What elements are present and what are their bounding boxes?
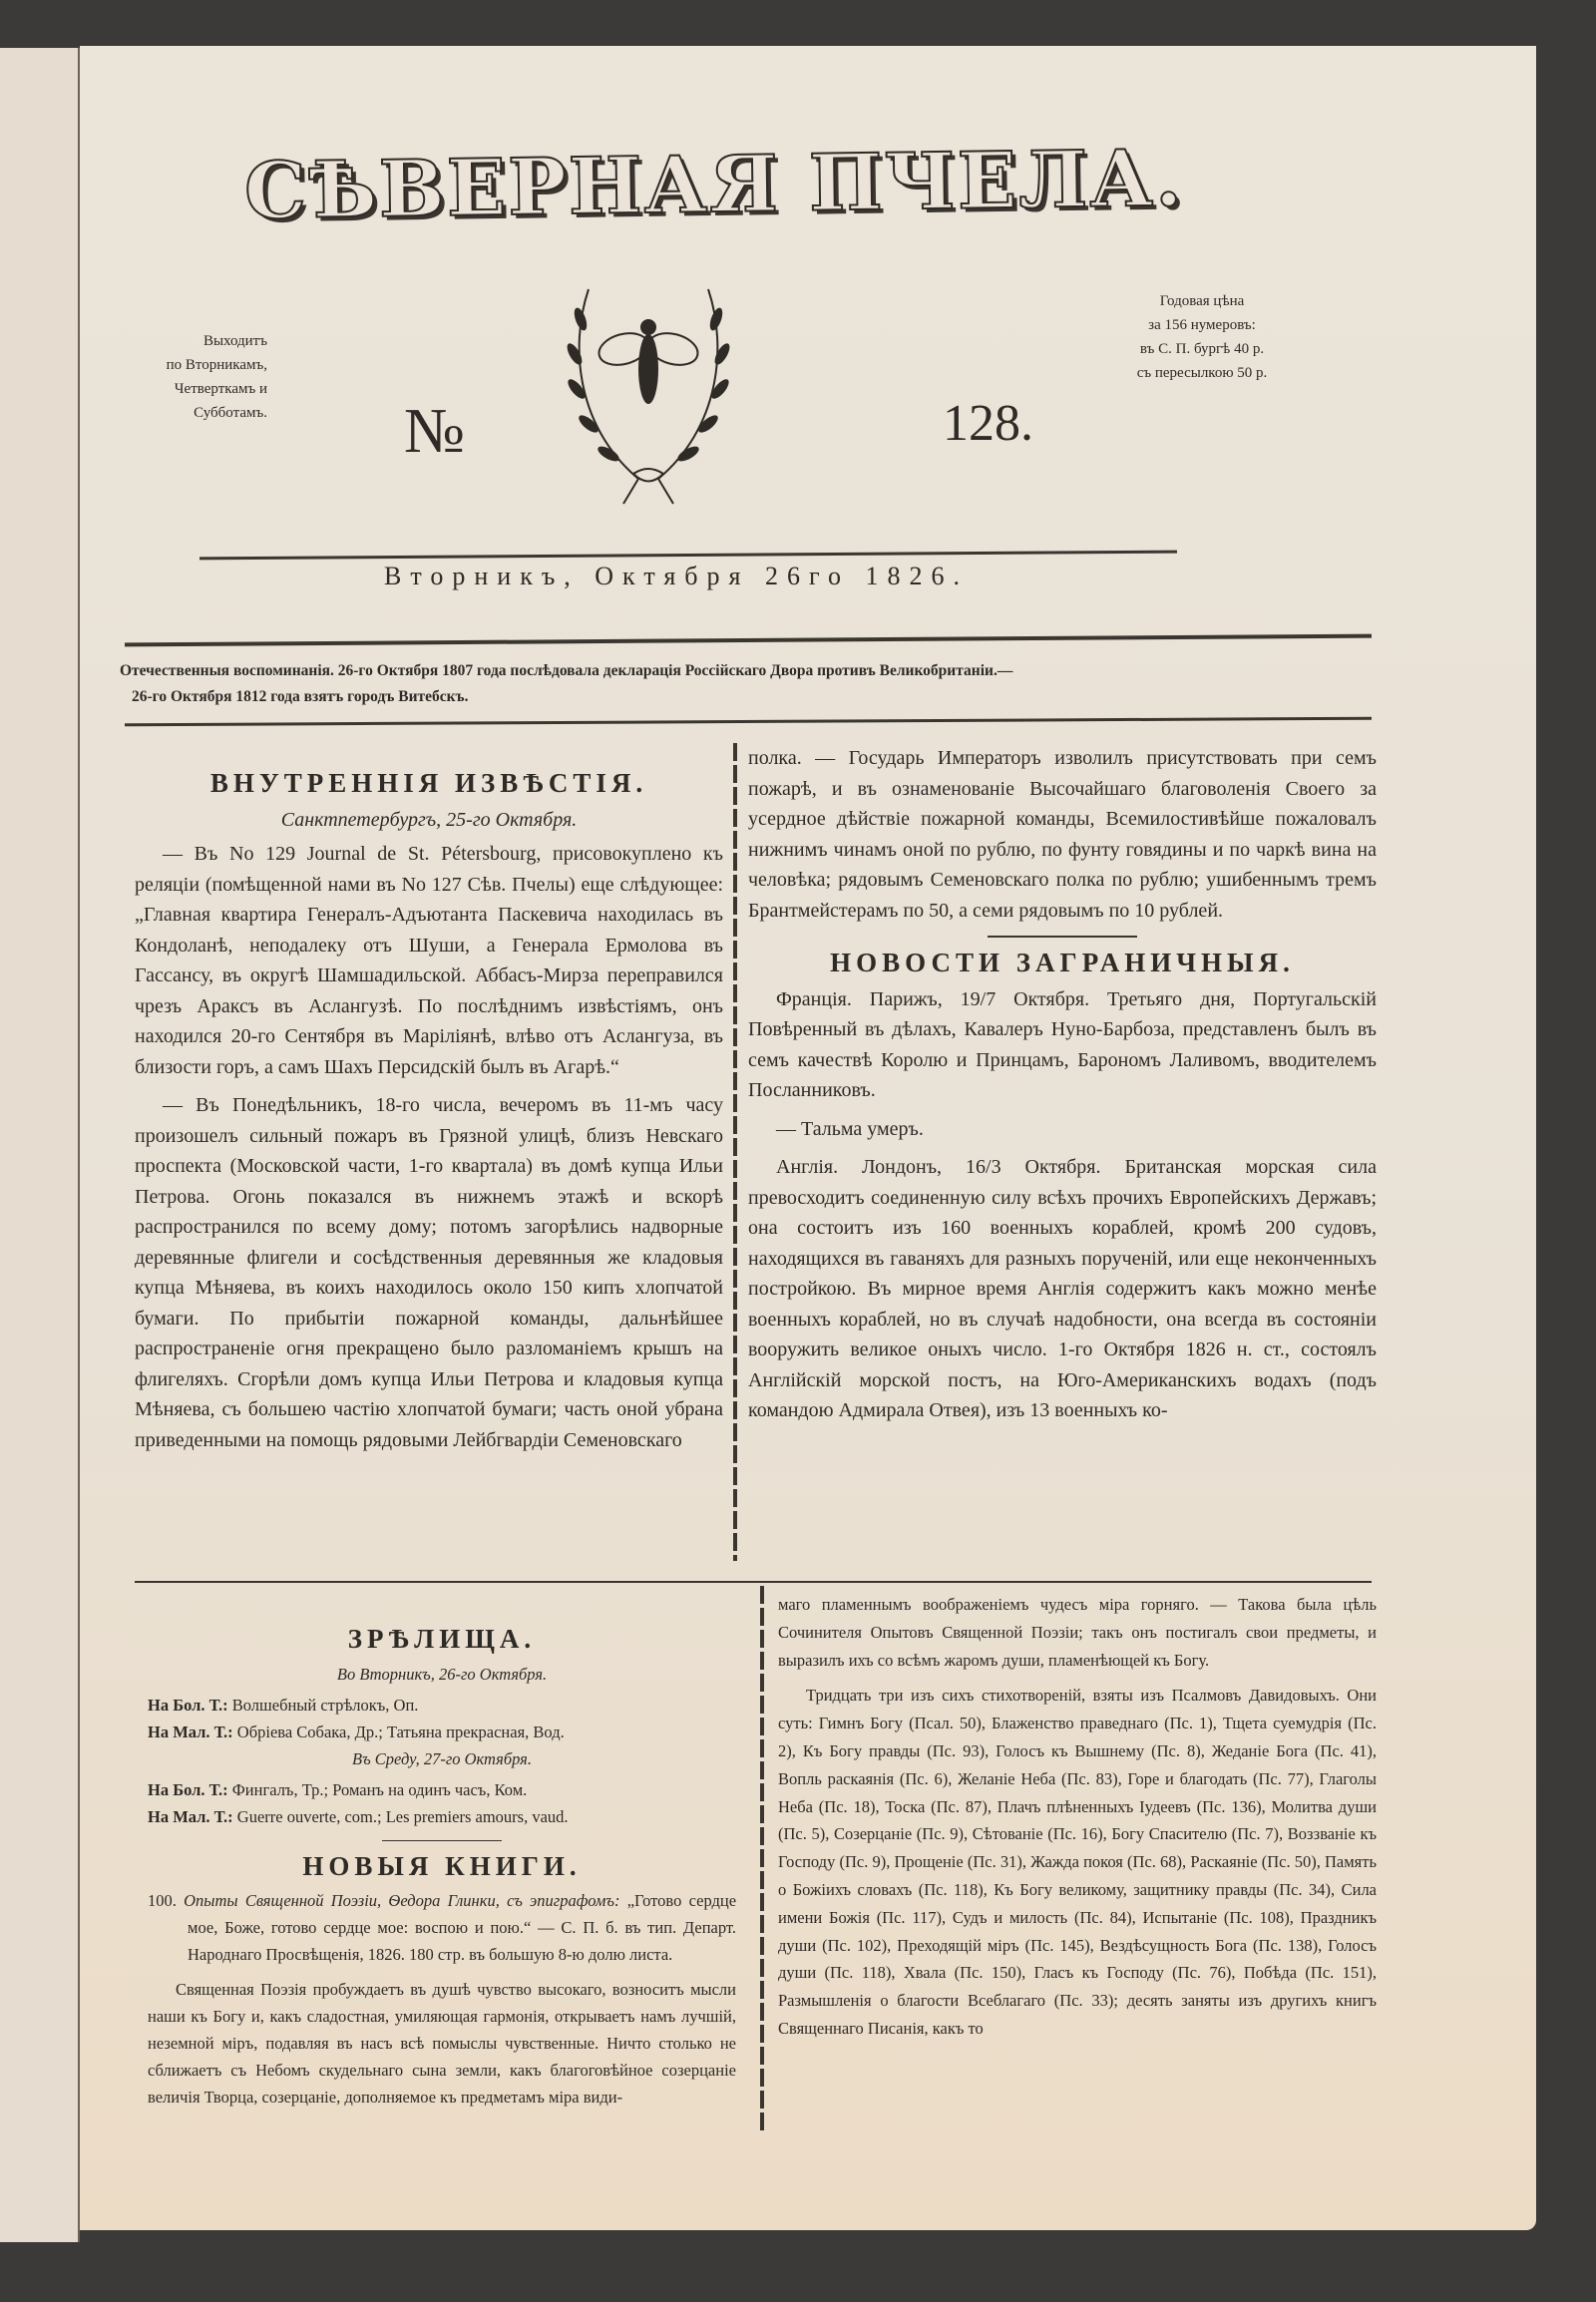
venue: На Бол. Т.: [148,1695,228,1715]
program: Guerre ouverte, com.; Les premiers amours, vaud. [236,1806,569,1826]
review-paragraph: маго пламеннымъ воображеніемъ чудесъ міра горняго. — Такова была цѣль Сочинителя Опытовъ Священной Поэзіи; такъ онъ постигалъ свои предметы, и выразилъ ихъ со всѣмъ жаромъ души, пламенѣющей къ Богу. [778,1595,1377,1670]
book-entry [148,1887,736,1968]
publication-schedule [118,329,267,425]
venue: На Бол. Т.: [148,1779,228,1799]
issue-number: 128. [943,395,1033,452]
price-line: съ пересылкою 50 р. [1136,365,1268,381]
price-line: въ С. П. бургѣ 40 р. [1139,341,1265,357]
show-entry [148,1803,736,1830]
news-paragraph: — Тальма умеръ. [776,1117,924,1140]
book-title: Опыты Священной Поэзіи, Ѳедора Глинки, съ эпиграфомъ: [184,1891,620,1910]
domestic-news-heading: ВНУТРЕННІЯ ИЗВѢСТІЯ. [209,768,648,798]
section-separator [988,936,1137,938]
venue: На Мал. Т.: [148,1722,233,1741]
column-divider [733,743,737,1561]
news-paragraph: Франція. Парижъ, 19/7 Октября. Третьяго дня, Португальскій Повѣренный въ дѣлахъ, Кавалеръ Нуно-Барбоза, представленъ былъ въ семъ качествѣ Королю и Принцамъ, Барономъ Лаливомъ, вводителемъ Посланниковъ. [748,987,1377,1101]
program: Обріева Собака, Др.; Татьяна прекрасная, Вод. [236,1722,565,1741]
remembrance-text: 26-го Октября 1812 года взятъ городъ Витебскъ. [132,688,469,705]
news-paragraph: Англія. Лондонъ, 16/3 Октября. Британская морская сила превосходитъ соединенную силу всѣхъ прочихъ Европейскихъ Державъ; она состоитъ изъ 160 военныхъ кораблей, кромѣ 200 судовъ, находящихся въ гаваняхъ для разныхъ порученій, или еще неконченныхъ постройкою. Въ мирное время Англія содержитъ какъ можно менѣе военныхъ кораблей, но въ случаѣ надобности, она всегда въ состояніи вооружить великое оныхъ число. 1-го Октября 1826 н. ст., состоялъ Англійскій морской постъ, на Юго-Американскихъ водахъ (подъ командою Адмирала Отвея), изъ 13 военныхъ ко- [748,1156,1377,1421]
spectacles-books-column [148,1624,736,2110]
column-divider [760,1586,764,2134]
subscription-price [1117,289,1287,385]
facing-page-edge [0,48,80,2242]
price-line: за 156 нумеровъ: [1148,317,1256,333]
number-sign: № [404,395,466,466]
entry-number: 100. [148,1891,177,1910]
dateline-place: Санктпетербургъ, 25-го Октября. [280,808,578,831]
show-entry [148,1719,736,1745]
show-entry [148,1776,736,1803]
book-details: „Готово сердце мое, Боже, готово сердце мое: воспою и пою.“ — С. П. б. въ тип. Департ. Народнаго Просвѣщенія, 1826. 180 стр. въ большую 8-ю долю листа. [188,1891,737,1964]
bee-wreath-icon [529,269,768,509]
newspaper-title: СѢВЕРНАЯ ПЧЕЛА. [243,133,1185,237]
news-paragraph: — Въ No 129 Journal de St. Pétersbourg, присовокуплено къ реляціи (помѣщенной нами въ No 127 Сѣв. Пчелы) еще слѣдующее: „Главная квартира Генералъ-Адъютанта Паскевича находилась въ Кондоланѣ, неподалеку отъ Шуши, а Генерала Ермолова въ Гассансу, въ округѣ Шамшадильской. Аббасъ-Мирза переправился чрезъ Араксъ въ Аслангузѣ. По послѣднимъ извѣстіямъ, онъ находился 20-го Сентября въ Маріліянѣ, влѣво отъ Аслангуза, въ близости горъ, а самъ Шахъ Персидскій былъ въ Агарѣ.“ [135,843,723,1078]
news-paragraph: — Въ Понедѣльникъ, 18-го числа, вечеромъ въ 11-мъ часу произошелъ сильный пожаръ въ Грязной улицѣ, близъ Невскаго проспекта (Московской части, 1-го квартала) въ домѣ купца Ильи Петрова. Огонь показался въ нижнемъ этажѣ и вскорѣ распространился по всему дому; потомъ загорѣлись надворные деревянные флигели и сосѣдственныя деревянныя же кладовыя купца Мѣняева, въ коихъ находилось около 150 кипъ хлопчатой бумаги. По прибытіи пожарной команды, дальнѣйшее распространеніе огня прекращено было разломаніемъ крышъ на флигеляхъ. Сгорѣли домъ купца Ильи Петрова и кладовыя купца Мѣняева, съ большею частію хлопчатой бумаги; часть оной убрана приведенными на помощь рядовыми Лейбгвардіи Семеновскаго [135,1094,723,1451]
schedule-line: Субботамъ. [194,405,267,421]
domestic-news-column [135,768,723,1455]
price-line: Годовая цѣна [1159,293,1245,309]
program: Фингалъ, Тр.; Романъ на одинъ часъ, Ком. [231,1779,528,1799]
issue-dateline: Вторникъ, Октября 26го 1826. [384,562,970,590]
new-books-heading: НОВЫЯ КНИГИ. [302,1850,582,1881]
venue: На Мал. Т.: [148,1806,233,1826]
section-separator [382,1840,502,1841]
remembrance-text: 26-го Октября 1807 года послѣдовала декларація Россійскаго Двора противъ Великобританіи.— [337,662,1013,679]
book-review-continuation [778,1591,1377,2043]
national-remembrances [120,658,1367,710]
schedule-line: Четверткамъ и [174,381,267,397]
schedule-line: Выходитъ [202,333,267,349]
right-column-top [748,743,1377,1426]
remembrance-label: Отечественныя воспоминанія. [120,662,334,679]
section-rule [135,1581,1372,1583]
spectacles-heading: ЗРѢЛИЩА. [347,1624,537,1654]
program: Волшебный стрѣлокъ, Оп. [231,1695,419,1715]
schedule-line: по Вторникамъ, [166,357,267,373]
show-date: Въ Среду, 27-го Октября. [352,1748,532,1768]
foreign-news-heading: НОВОСТИ ЗАГРАНИЧНЫЯ. [830,948,1295,977]
show-entry [148,1692,736,1719]
news-continuation: полка. — Государь Императоръ изволилъ присутствовать при семъ пожарѣ, и въ ознаменованіе Высочайшаго благоволенія Своего за усердное дѣйствіе пожарной команды, Всемилостивѣйше пожаловалъ нижнимъ чинамъ оной по рублю, по фунту говядины и по чаркѣ вина на человѣка; рядовымъ Семеновскаго полка по рублю; ушибеннымъ тремъ Брантмейстерамъ по 50, а семи рядовымъ по 10 рублей. [748,747,1377,922]
show-date: Во Вторникъ, 26-го Октября. [336,1664,548,1684]
book-review: Священная Поэзія пробуждаетъ въ душѣ чувство высокаго, возноситъ мысли наши къ Богу и, какъ сладостная, умиляющая гармонія, открываетъ намъ лучшій, неземной міръ, подавляя въ насъ всѣ помыслы чувственные. Ничто столько не сближаетъ съ Небомъ скудельнаго сына земли, какъ благоговѣйное созерцаніе величія Творца, созерцаніе, дополняемое къ предметамъ міра види- [148,1980,736,2107]
review-paragraph: Тридцать три изъ сихъ стихотвореній, взяты изъ Псалмовъ Давидовыхъ. Они суть: Гимнъ Богу (Псал. 50), Блаженство праведнаго (Пс. 1), Тщета суемудрія (Пс. 2), Къ Богу правды (Пс. 93), Голосъ къ Вышнему (Пс. 8), Жеданіе Бога (Пс. 41), Вопль раскаянія (Пс. 6), Желаніе Неба (Пс. 83), Горе и благодать (Пс. 77), Глаголы Неба (Пс. 18), Тоска (Пс. 87), Плачъ плѣненныхъ Іудеевъ (Пс. 136), Молитва души (Пс. 5), Созерцаніе (Пс. 9), Сѣтованіе (Пс. 16), Богу Спасителю (Пс. 7), Воззваніе къ Господу (Пс. 9), Прощеніе (Пс. 31), Жажда покоя (Пс. 68), Раскаяніе (Пс. 50), Память о Божіихъ словахъ (Пс. 118), Къ Богу великому, защитнику правды (Пс. 34), Сила имени Божія (Пс. 117), Судъ и милость (Пс. 84), Испытаніе (Пс. 108), Праздникъ души (Пс. 102), Преходящій міръ (Пс. 145), Вездѣсущность Бога (Пс. 138), Голосъ души (Пс. 118), Хвала (Пс. 150), Гласъ къ Господу (Пс. 76), Побѣда (Пс. 151), Размышленія о благости Всеблагаго (Пс. 33); десять заняты изъ другихъ книгъ Священнаго Писанія, какъ то [778,1686,1377,2038]
